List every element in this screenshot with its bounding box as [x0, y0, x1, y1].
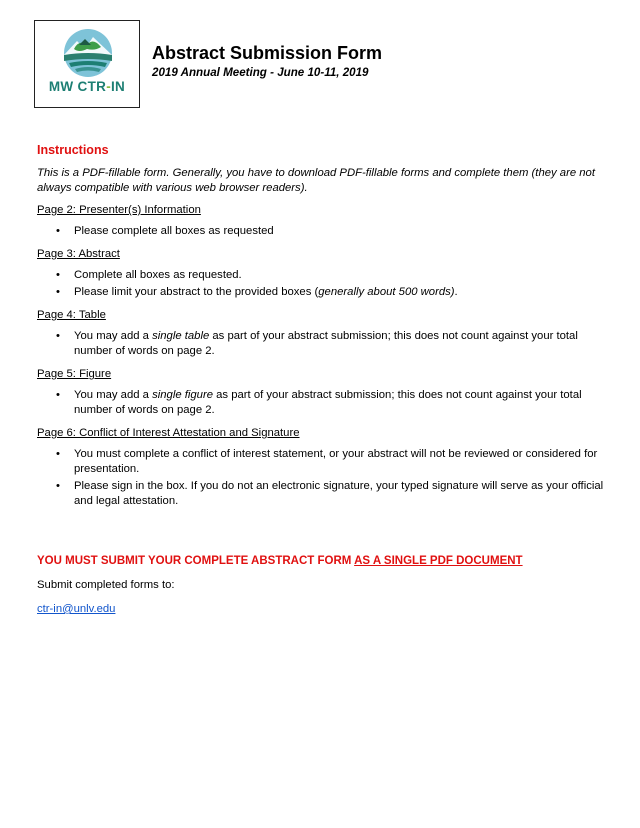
- list-item: • Please sign in the box. If you do not an electronic signature, your typed signature will serve as your official and legal attestation.: [37, 479, 607, 509]
- list-item: • You must complete a conflict of interest statement, or your abstract will not be reviewed or considered for presentation.: [37, 447, 607, 477]
- section-list-presenter: [37, 224, 607, 239]
- submission-warning: YOU MUST SUBMIT YOUR COMPLETE ABSTRACT FORM AS A SINGLE PDF DOCUMENT: [37, 555, 523, 567]
- section-heading-abstract: Page 3: Abstract: [37, 248, 120, 260]
- page-subtitle: 2019 Annual Meeting - June 10-11, 2019: [152, 66, 369, 79]
- list-item: • Complete all boxes as requested.: [37, 268, 607, 283]
- logo-emblem-icon: [49, 27, 127, 79]
- section-list-figure: [37, 388, 607, 418]
- logo: [34, 20, 140, 108]
- email-link[interactable]: ctr-in@unlv.edu: [37, 603, 116, 615]
- section-heading-conflict: Page 6: Conflict of Interest Attestation and Signature: [37, 427, 300, 439]
- list-item: • You may add a single figure as part of your abstract submission; this does not count against your total number of words on page 2.: [37, 388, 607, 418]
- section-list-abstract: [37, 268, 607, 300]
- list-item: • Please complete all boxes as requested: [37, 224, 607, 239]
- section-heading-presenter: Page 2: Presenter(s) Information: [37, 204, 201, 216]
- section-heading-figure: Page 5: Figure: [37, 368, 112, 380]
- list-item: • Please limit your abstract to the provided boxes (generally about 500 words).: [37, 285, 607, 300]
- logo-text: MW CTR-IN: [48, 79, 126, 94]
- instructions-heading: Instructions: [37, 143, 109, 157]
- submit-instructions: Submit completed forms to:: [37, 579, 175, 591]
- section-list-conflict: [37, 447, 607, 509]
- section-list-table: [37, 329, 607, 359]
- page-title: Abstract Submission Form: [152, 43, 383, 63]
- section-heading-table: Page 4: Table: [37, 309, 106, 321]
- instructions-intro: This is a PDF-fillable form. Generally, you have to download PDF-fillable forms and complete them (they are not always compatible with various web browser readers).: [37, 167, 595, 194]
- instructions-content: [37, 143, 607, 617]
- list-item: • You may add a single table as part of your abstract submission; this does not count against your total number of words on page 2.: [37, 329, 607, 359]
